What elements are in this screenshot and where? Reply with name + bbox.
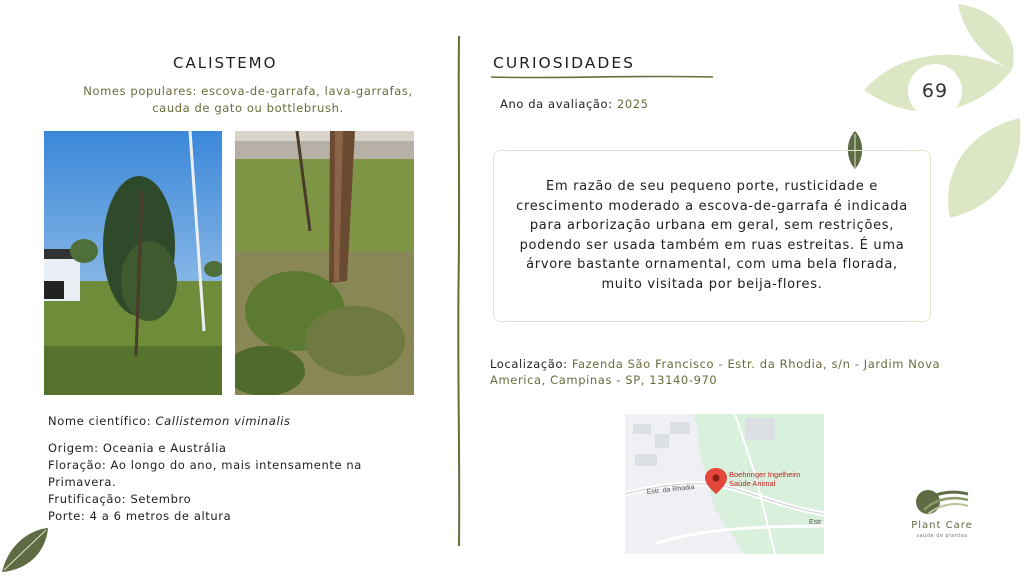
- map-place-line: Saúde Animal: [729, 479, 776, 488]
- leaf-icon: [0, 526, 52, 576]
- plant-care-logo: [914, 486, 970, 516]
- location-line: America, Campinas - SP, 13140-970: [490, 373, 718, 387]
- detail-line: Porte: 4 a 6 metros de altura: [48, 509, 232, 523]
- location-value: Fazenda São Francisco - Estr. da Rhodia, s/n - Jardim Nova: [571, 357, 941, 371]
- curiosity-card: [493, 150, 931, 322]
- scientific-name: [48, 413, 291, 430]
- popular-names-line: cauda de gato ou bottlebrush.: [152, 101, 344, 115]
- curiosities-title: CURIOSIDADES: [493, 54, 635, 72]
- leaf-shape: [948, 118, 1020, 218]
- popular-names-line: Nomes populares: escova-de-garrafa, lava-garrafas,: [83, 84, 413, 98]
- brand-name: Plant Care: [911, 520, 973, 531]
- brand-tagline: saúde de plantas: [916, 533, 968, 539]
- location-line: [490, 356, 990, 372]
- detail-line: Frutificação: Setembro: [48, 492, 192, 506]
- curiosity-text: Em razão de seu pequeno porte, rusticidade e crescimento moderado a escova-de-garrafa é indicada para arborização urbana em geral, sem restrições, podendo ser usada também em ruas estreitas. É uma árvore bastante ornamental, com uma bela florada, muito visitada por beija-flores.: [516, 179, 908, 292]
- year-value: 2025: [616, 97, 649, 111]
- species-title: CALISTEMO: [173, 54, 278, 72]
- tree-trunk-photo: [235, 131, 414, 395]
- scientific-value: Callistemon viminalis: [155, 414, 291, 428]
- location-label: Localização:: [490, 357, 572, 371]
- map-place-line: Boehringer Ingelheim: [729, 470, 801, 479]
- location-map[interactable]: [625, 414, 824, 554]
- scientific-label: Nome científico:: [48, 414, 156, 428]
- detail-line: Primavera.: [48, 475, 117, 489]
- detail-line: Origem: Oceania e Austrália: [48, 441, 227, 455]
- year-label: Ano da avaliação:: [500, 97, 617, 111]
- location: [490, 356, 990, 388]
- evaluation-year: [500, 97, 649, 111]
- tree-photo: [44, 131, 222, 395]
- map-road-label: Estr. da Rhodia: [646, 484, 695, 496]
- popular-names: [44, 83, 452, 117]
- page-number-badge: 69: [908, 64, 962, 118]
- divider: [455, 36, 463, 546]
- detail-line: Floração: Ao longo do ano, mais intensamente na: [48, 458, 362, 472]
- plant-details: [48, 440, 428, 525]
- title-underline: [491, 74, 716, 80]
- map-road-label: Estr: [809, 519, 822, 526]
